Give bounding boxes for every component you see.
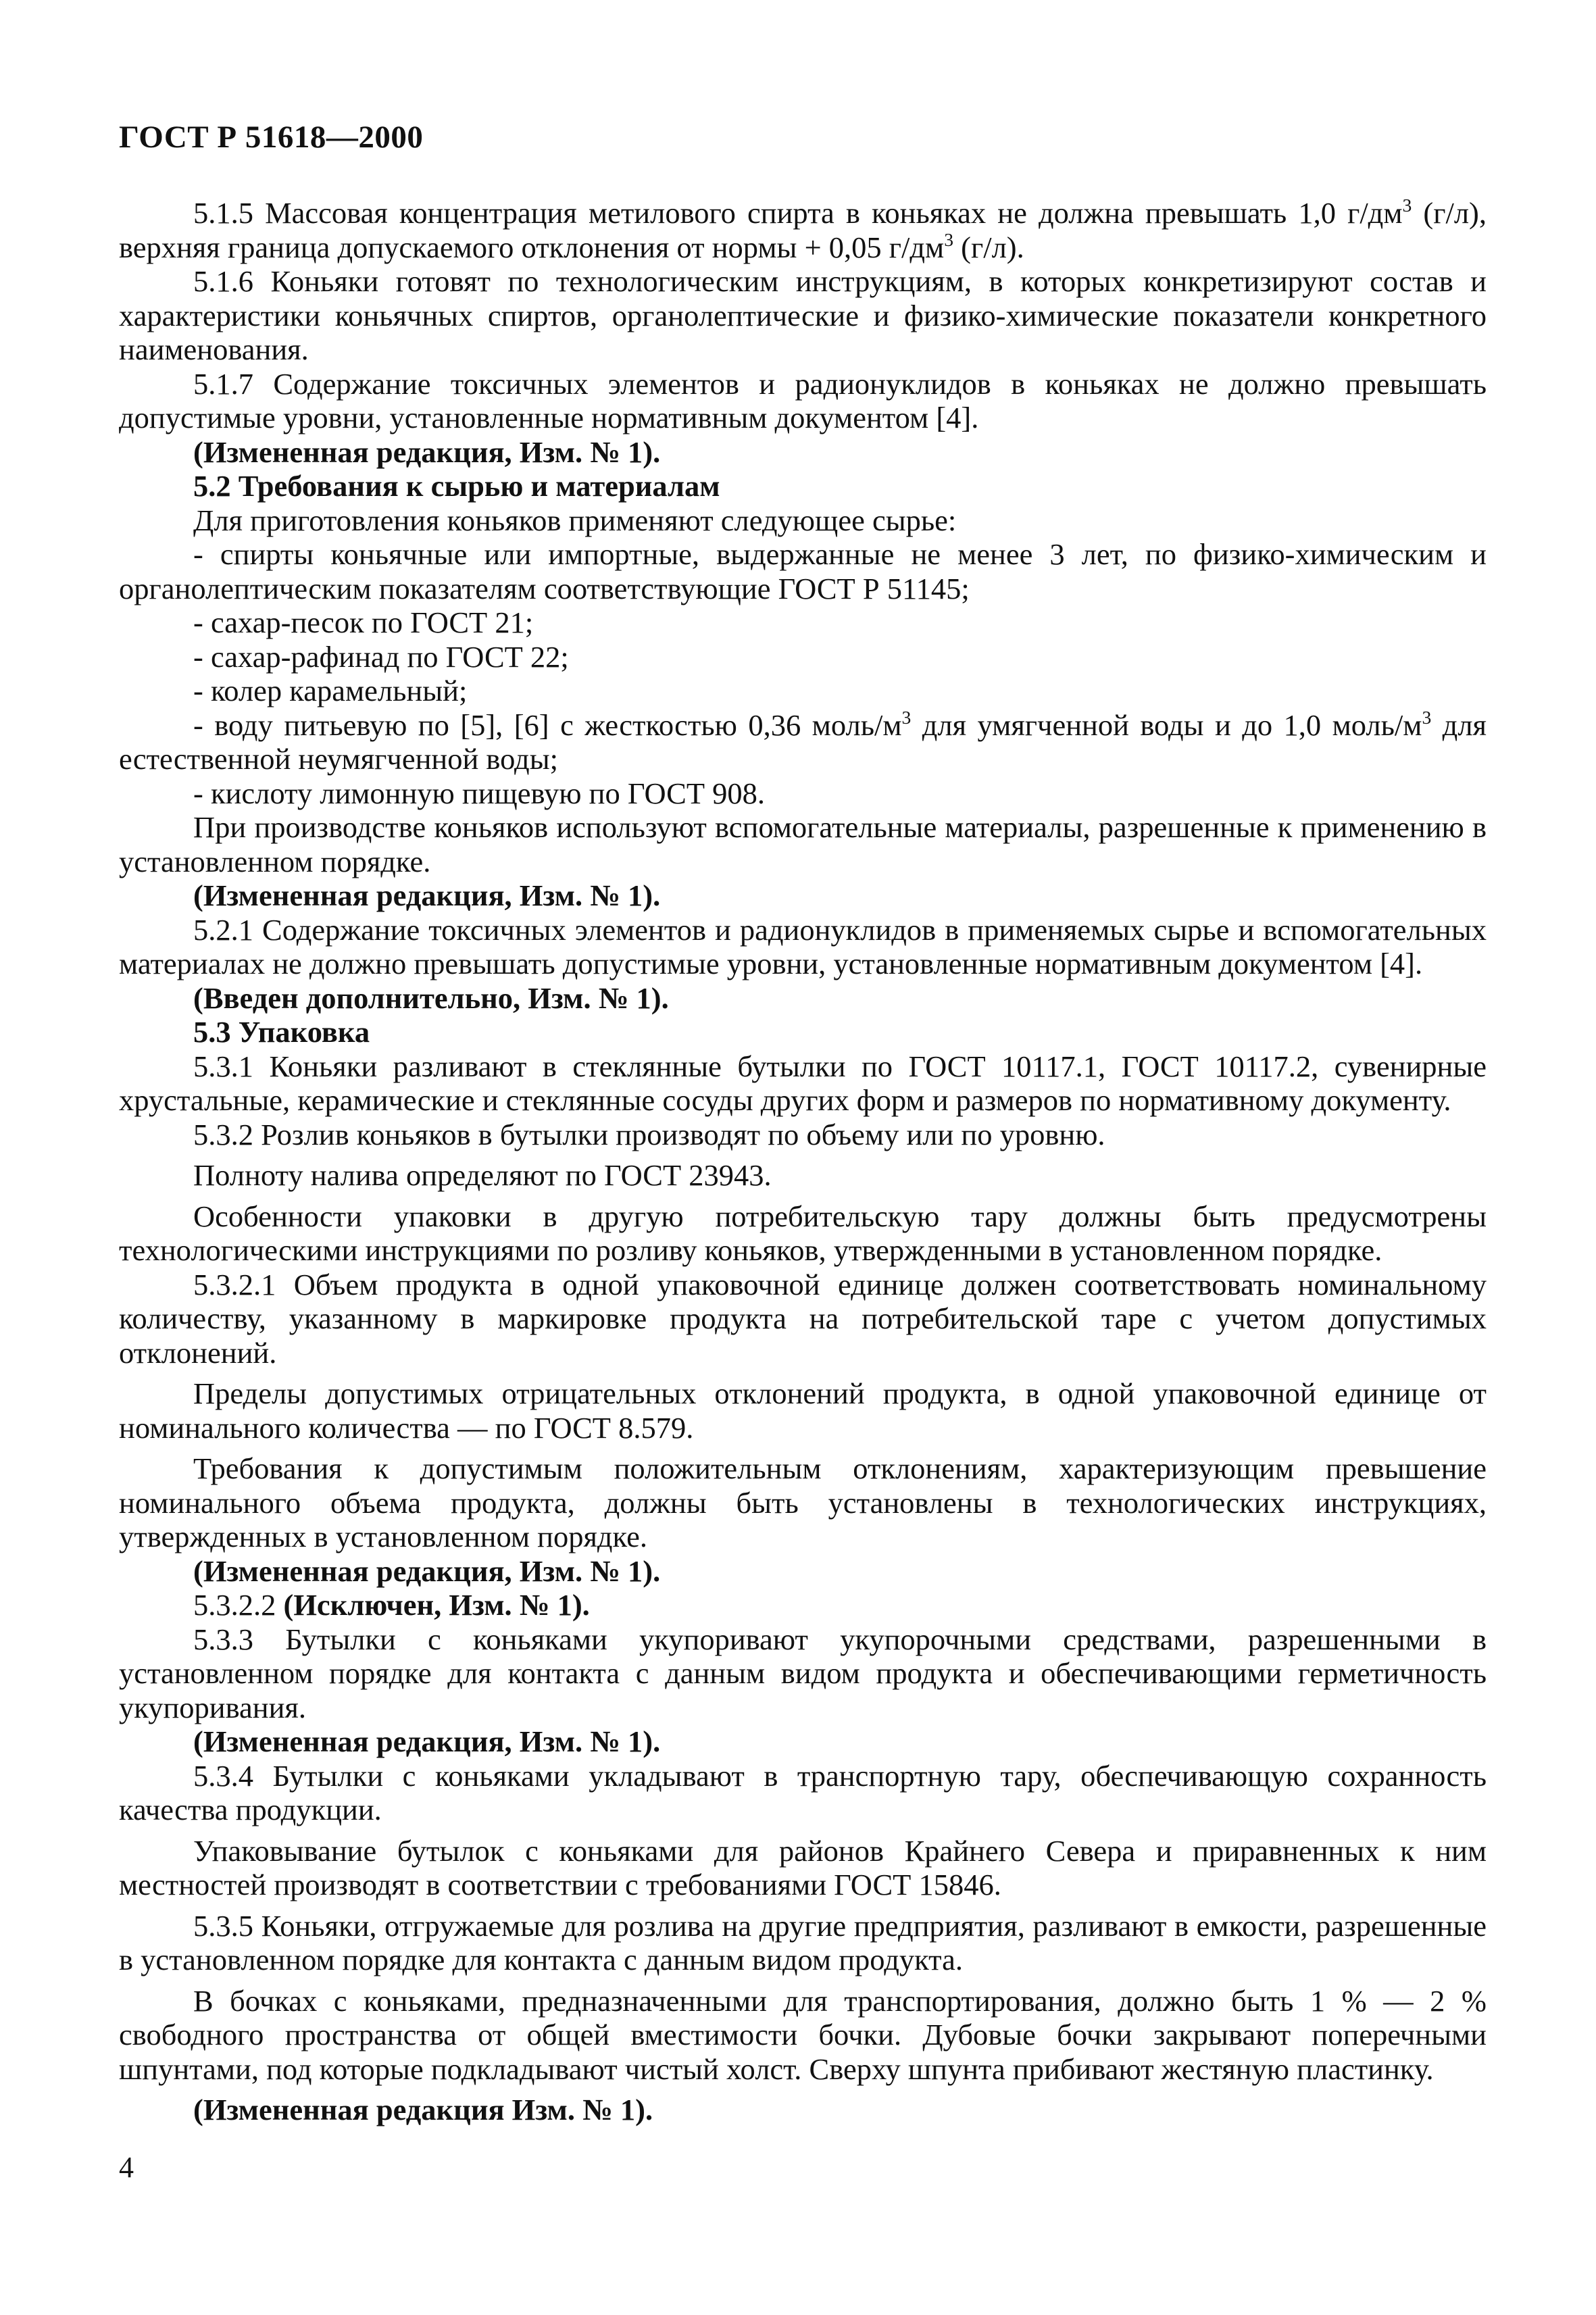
text-run: (г/л), верхняя граница допускаемого отклонения от нормы + 0,05 г/дм (119, 196, 1487, 264)
list-item: - сахар-песок по ГОСТ 21; (193, 605, 534, 639)
paragraph: Особенности упаковки в другую потребительскую тару должны быть предусмотрены технологическими инструкциями по розливу коньяков, утвержденными в установленном порядке. (119, 1199, 1487, 1267)
paragraph-5-1-5 (119, 196, 1487, 264)
amendment-note: (Измененная редакция Изм. № 1). (193, 2093, 653, 2126)
paragraph-5-1-6: 5.1.6 Коньяки готовят по технологическим инструкциям, в которых конкретизируют состав и характеристики коньячных спиртов, органолептические и физико-химические показатели конкретного наименования. (119, 264, 1487, 366)
amendment-note: (Измененная редакция, Изм. № 1). (193, 1553, 661, 1588)
superscript: 3 (1402, 194, 1412, 216)
document-header: ГОСТ Р 51618—2000 (119, 120, 424, 155)
superscript: 3 (901, 706, 912, 728)
list-item (119, 708, 1487, 776)
amendment-note: (Введен дополнительно, Изм. № 1). (193, 980, 669, 1015)
amendment-note: (Измененная редакция, Изм. № 1). (193, 1724, 661, 1758)
list-item: - сахар-рафинад по ГОСТ 22; (193, 639, 569, 674)
section-heading-5-2: 5.2 Требования к сырью и материалам (193, 469, 720, 503)
superscript: 3 (944, 228, 954, 250)
text-run: 5.1.5 Массовая концентрация метилового спирта в коньяках не должна превышать 1,0 г/дм (193, 196, 1403, 230)
page-number: 4 (119, 2151, 134, 2184)
paragraph: В бочках с коньяками, предназначенными для транспортирования, должно быть 1 % — 2 % свободного пространства от общей вместимости бочки. Дубовые бочки закрывают поперечными шпунтами, под которые подкладывают чистый холст. Сверху шпунта прибивают жестяную пластинку. (119, 1983, 1487, 2086)
list-item: - спирты коньячные или импортные, выдержанные не менее 3 лет, по физико-химическим и органолептическим показателям соответствующие ГОСТ Р 51145; (119, 537, 1487, 605)
paragraph: Требования к допустимым положительным отклонениям, характеризующим превышение номинального объема продукта, должны быть установлены в технологических инструкциях, утвержденных в установленном порядке. (119, 1451, 1487, 1553)
amendment-note: (Исключен, Изм. № 1). (283, 1588, 590, 1622)
paragraph: При производстве коньяков используют вспомогательные материалы, разрешенные к применению в установленном порядке. (119, 810, 1487, 878)
text-run: 5.3.2.2 (193, 1588, 284, 1622)
paragraph-5-2-1: 5.2.1 Содержание токсичных элементов и радионуклидов в применяемых сырье и вспомогательных материалах не должно превышать допустимые уровни, установленные нормативным документом [4]. (119, 912, 1487, 980)
amendment-note: (Измененная редакция, Изм. № 1). (193, 434, 661, 469)
amendment-note: (Измененная редакция, Изм. № 1). (193, 878, 661, 912)
document-body (119, 196, 1487, 2127)
paragraph-5-3-4: 5.3.4 Бутылки с коньяками укладывают в транспортную тару, обеспечивающую сохранность качества продукции. (119, 1758, 1487, 1826)
paragraph-5-3-2-2 (119, 1588, 1487, 1622)
paragraph-5-1-7: 5.1.7 Содержание токсичных элементов и радионуклидов в коньяках не должно превышать допустимые уровни, установленные нормативным документом [4]. (119, 366, 1487, 434)
paragraph-5-3-5: 5.3.5 Коньяки, отгружаемые для розлива на другие предприятия, разливают в емкости, разрешенные в установленном порядке для контакта с данным видом продукта. (119, 1908, 1487, 1976)
text-run: - воду питьевую по [5], [6] с жесткостью 0,36 моль/м (193, 707, 902, 742)
paragraph: Пределы допустимых отрицательных отклонений продукта, в одной упаковочной единице от номинального количества — по ГОСТ 8.579. (119, 1376, 1487, 1445)
paragraph: Упаковывание бутылок с коньяками для районов Крайнего Севера и приравненных к ним местностей производят в соответствии с требованиями ГОСТ 15846. (119, 1833, 1487, 1901)
section-heading-5-3: 5.3 Упаковка (193, 1015, 370, 1049)
paragraph-5-3-1: 5.3.1 Коньяки разливают в стеклянные бутылки по ГОСТ 10117.1, ГОСТ 10117.2, сувенирные хрустальные, керамические и стеклянные сосуды других форм и размеров по нормативному документу. (119, 1049, 1487, 1117)
paragraph: Для приготовления коньяков применяют следующее сырье: (193, 503, 957, 537)
paragraph-5-3-2-1: 5.3.2.1 Объем продукта в одной упаковочной единице должен соответствовать номинальному количеству, указанному в маркировке продукта на потребительской таре с учетом допустимых отклонений. (119, 1267, 1487, 1370)
text-run: (г/л). (953, 230, 1024, 264)
text-run: для умягченной воды и до 1,0 моль/м (911, 707, 1422, 742)
paragraph-5-3-2: 5.3.2 Розлив коньяков в бутылки производят по объему или по уровню. (193, 1117, 1105, 1151)
text-run: для естественной неумягченной воды; (119, 707, 1487, 776)
list-item: - колер карамельный; (193, 674, 468, 707)
paragraph-5-3-3: 5.3.3 Бутылки с коньяками укупоривают укупорочными средствами, разрешенными в установленном порядке для контакта с данным видом продукта и обеспечивающими герметичность укупоривания. (119, 1622, 1487, 1724)
paragraph: Полноту налива определяют по ГОСТ 23943. (193, 1158, 772, 1192)
list-item: - кислоту лимонную пищевую по ГОСТ 908. (193, 776, 766, 810)
superscript: 3 (1422, 706, 1432, 728)
